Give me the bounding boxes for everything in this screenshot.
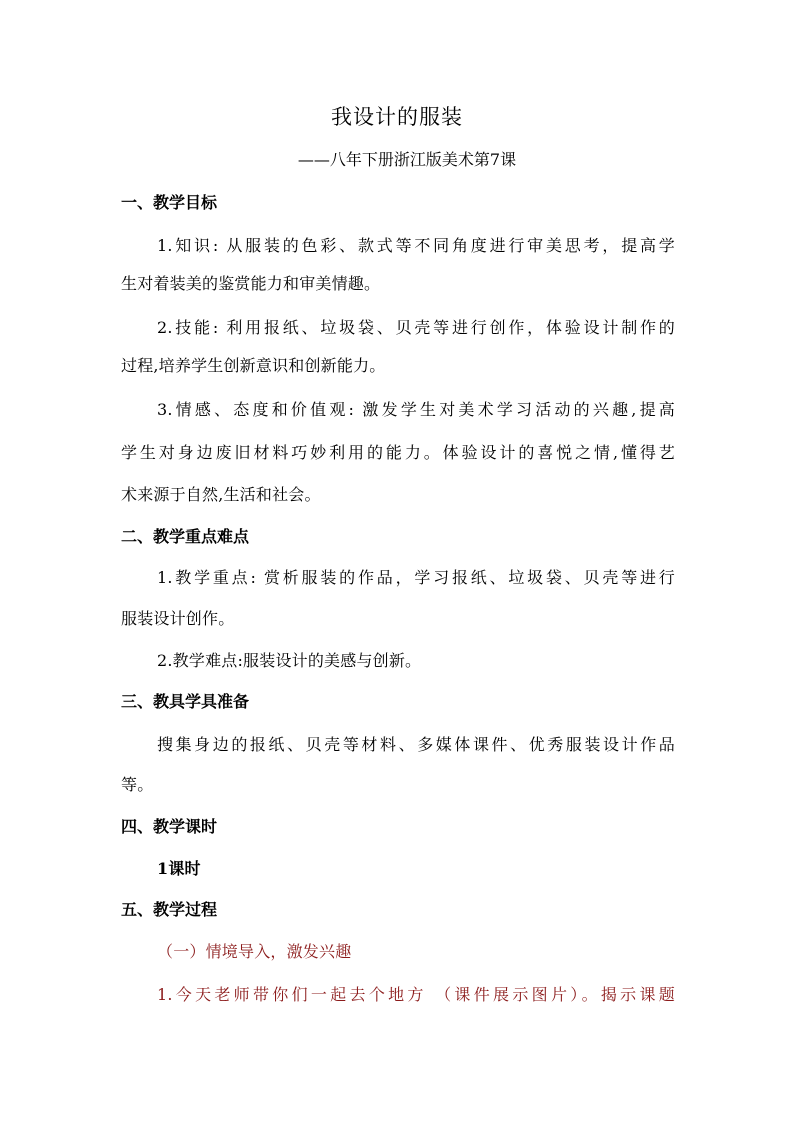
objective-knowledge-line2: 生对着装美的鉴赏能力和审美情趣。 bbox=[121, 274, 381, 293]
objective-emotion-line3: 术来源于自然,生活和社会。 bbox=[121, 485, 321, 504]
objective-emotion-line2: 学生对身边废旧材料巧妙利用的能力。体验设计的喜悦之情,懂得艺 bbox=[121, 443, 675, 462]
objective-skill-line1: 2.技能: 利用报纸、垃圾袋、贝壳等进行创作，体验设计制作的 bbox=[157, 318, 675, 337]
section-heading-periods: 四、教学课时 bbox=[121, 817, 218, 836]
key-point-line1: 1.教学重点: 赏析服装的作品，学习报纸、垃圾袋、贝壳等进行 bbox=[157, 568, 675, 587]
section-heading-process: 五、教学过程 bbox=[121, 900, 218, 919]
document-subtitle: ——八年下册浙江版美术第7课 bbox=[297, 150, 517, 169]
section-heading-key-points: 二、教学重点难点 bbox=[121, 527, 250, 546]
materials-line2: 等。 bbox=[121, 775, 154, 794]
objective-knowledge-line1: 1.知识: 从服装的色彩、款式等不同角度进行审美思考，提高学 bbox=[157, 236, 675, 255]
process-subheading-1: （一）情境导入，激发兴趣 bbox=[157, 942, 352, 961]
section-heading-materials: 三、教具学具准备 bbox=[121, 692, 250, 711]
document-title: 我设计的服装 bbox=[331, 105, 463, 129]
objective-skill-line2: 过程,培养学生创新意识和创新能力。 bbox=[121, 356, 386, 375]
materials-line1: 搜集身边的报纸、贝壳等材料、多媒体课件、优秀服装设计作品 bbox=[157, 735, 675, 754]
process-line1: 1.今天老师带你们一起去个地方 （课件展示图片）。揭示课题 bbox=[157, 985, 675, 1004]
objective-emotion-line1: 3.情感、态度和价值观: 激发学生对美术学习活动的兴趣,提高 bbox=[157, 400, 675, 419]
key-point-line2: 服装设计创作。 bbox=[121, 609, 235, 628]
difficulty-line1: 2.教学难点:服装设计的美感与创新。 bbox=[157, 651, 422, 670]
section-heading-objectives: 一、教学目标 bbox=[121, 193, 218, 212]
periods-value: 1课时 bbox=[157, 859, 201, 878]
